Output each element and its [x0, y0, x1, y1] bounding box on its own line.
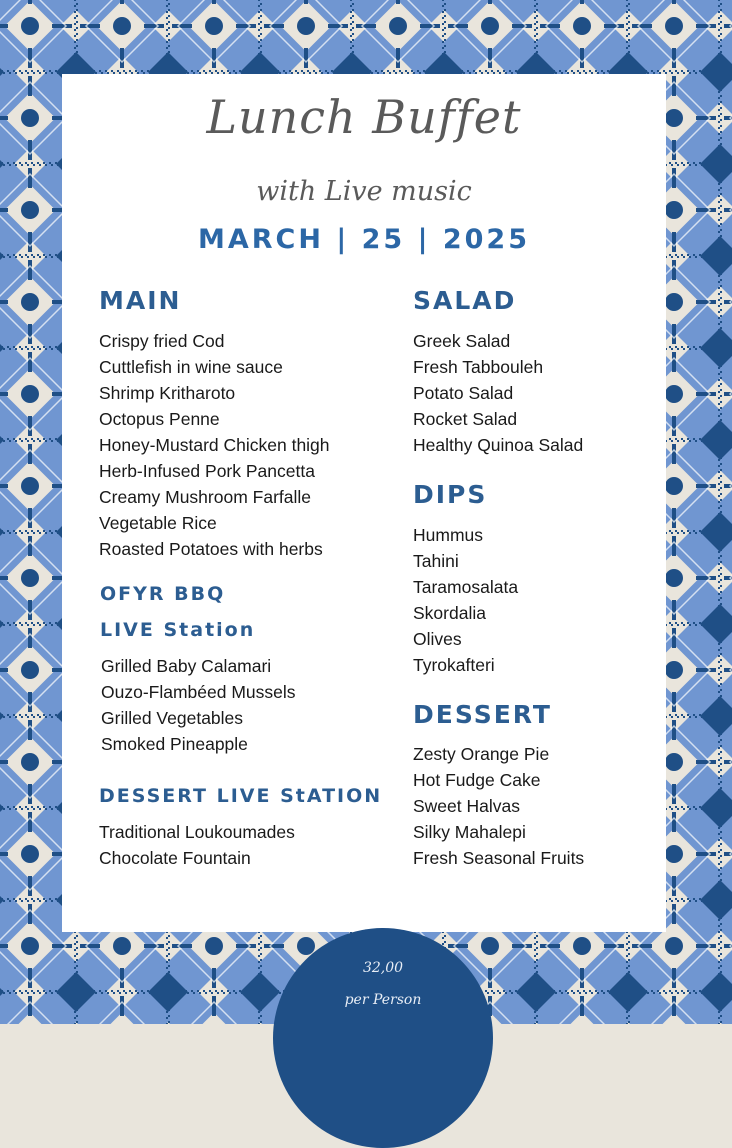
main-items-list: [99, 328, 330, 562]
list-item: Cuttlefish in wine sauce: [99, 357, 283, 377]
list-item: Silky Mahalepi: [413, 822, 526, 842]
list-item: Herb-Infused Pork Pancetta: [99, 461, 315, 481]
menu-subtitle: with Live music: [256, 176, 472, 207]
list-item: Shrimp Kritharoto: [99, 383, 236, 403]
list-item: Traditional Loukoumades: [99, 822, 295, 842]
bbq-items-list: [101, 653, 296, 757]
price-amount: 32,00: [362, 960, 404, 976]
list-item: Rocket Salad: [413, 409, 518, 429]
list-item: Tahini: [413, 551, 459, 571]
list-item: Crispy fried Cod: [99, 331, 225, 351]
section-heading-main: MAIN: [99, 286, 182, 315]
list-item: Grilled Baby Calamari: [101, 656, 272, 676]
list-item: Tyrokafteri: [413, 655, 495, 675]
list-item: Ouzo-Flambéed Mussels: [101, 682, 296, 702]
list-item: Sweet Halvas: [413, 796, 520, 816]
list-item: Zesty Orange Pie: [413, 744, 550, 764]
section-heading-bbq: OFYR BBQ: [100, 583, 226, 605]
section-heading-dips: DIPS: [413, 480, 488, 509]
list-item: Grilled Vegetables: [101, 708, 244, 728]
list-item: Taramosalata: [413, 577, 519, 597]
list-item: Healthy Quinoa Salad: [413, 435, 584, 455]
list-item: Fresh Seasonal Fruits: [413, 848, 585, 868]
list-item: Smoked Pineapple: [101, 734, 248, 754]
section-heading-dessert: DESSERT: [413, 700, 552, 729]
list-item: Hummus: [413, 525, 484, 545]
dessert-items-list: [413, 741, 584, 871]
event-date: MARCH | 25 | 2025: [197, 224, 530, 255]
list-item: Greek Salad: [413, 331, 511, 351]
salad-items-list: [413, 328, 583, 458]
section-heading-salad: SALAD: [413, 286, 517, 315]
list-item: Skordalia: [413, 603, 486, 623]
price-unit: per Person: [344, 992, 422, 1008]
list-item: Fresh Tabbouleh: [413, 357, 544, 377]
menu-title: Lunch Buffet: [206, 90, 522, 144]
section-heading-dessert-live: DESSERT LIVE StATION: [99, 785, 383, 807]
list-item: Potato Salad: [413, 383, 514, 403]
dips-items-list: [413, 522, 518, 678]
list-item: Creamy Mushroom Farfalle: [99, 487, 311, 507]
list-item: Roasted Potatoes with herbs: [99, 539, 323, 559]
list-item: Octopus Penne: [99, 409, 220, 429]
list-item: Olives: [413, 629, 462, 649]
list-item: Hot Fudge Cake: [413, 770, 541, 790]
list-item: Chocolate Fountain: [99, 848, 251, 868]
list-item: Honey-Mustard Chicken thigh: [99, 435, 330, 455]
section-heading-bbq-station: LIVE Station: [100, 619, 256, 641]
list-item: Vegetable Rice: [99, 513, 217, 533]
dessert-live-items-list: [99, 819, 295, 871]
